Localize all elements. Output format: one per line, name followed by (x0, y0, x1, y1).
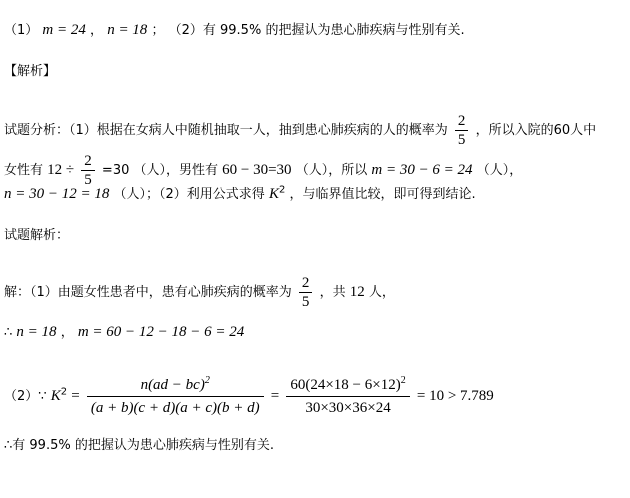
fraction-two-fifths (455, 112, 469, 149)
calc-numerator-text: 60(24×18 − 6×12) (290, 377, 401, 393)
formula-numerator-exponent: 2 (204, 375, 210, 386)
analysis-line-3-c: ，与临界值比较，即可得到结论. (289, 187, 476, 202)
solution-line-1-a: 解：（1）由题女性患者中，患有心肺疾病的概率为 (4, 285, 292, 300)
solution-separator: ， (60, 325, 74, 340)
solution-header: 试题解析： (4, 228, 70, 243)
analysis-line-3-b: （人）；（2）利用公式求得 (113, 187, 265, 202)
k-exponent: 2 (60, 386, 68, 398)
answer-separator: ， (90, 23, 104, 38)
analysis-line-2-b: 12 ÷ (47, 162, 75, 178)
answer-line (4, 20, 465, 41)
analysis-line-2-e: （人），所以 (295, 163, 368, 178)
solution-m-value: m = 60 − 12 − 18 − 6 = 24 (77, 324, 245, 340)
k-symbol: K (268, 186, 279, 202)
answer-n-value: n = 18 (107, 22, 148, 38)
calc-denominator: 30×30×36×24 (305, 400, 391, 416)
solution-line-1 (4, 274, 395, 311)
solution-line-1-b: ，共 (319, 285, 346, 300)
k-symbol: K (50, 388, 61, 404)
formula-numerator (87, 374, 264, 397)
solution-line-2 (4, 322, 244, 343)
solution-line-1-d: 人， (368, 285, 395, 300)
answer-m-value: m = 24 (42, 22, 86, 38)
analysis-header: 【解析】 (4, 64, 57, 79)
formula-denominator: (a + b)(c + d)(a + c)(b + d) (90, 400, 260, 416)
fraction-denominator: 5 (457, 132, 466, 148)
solution-line-3 (4, 374, 494, 419)
chi-square-calculation (286, 374, 409, 419)
fraction-numerator: 2 (299, 274, 313, 293)
fraction-two-fifths-3 (299, 274, 313, 311)
analysis-line-1-text: 试题分析：（1）根据在女病人中随机抽取一人，抽到患心肺疾病的人的概率为 (4, 123, 448, 138)
answer-separator-2: ； (151, 23, 165, 38)
analysis-line-2-f: m = 30 − 6 = 24 (371, 162, 473, 178)
answer-part2-text: （2）有 99.5% 的把握认为患心肺疾病与性别有关. (168, 23, 465, 38)
therefore-symbol: ∴ (4, 325, 13, 340)
equals-sign-2: = (270, 388, 280, 404)
k-exponent: 2 (278, 184, 286, 196)
calc-numerator-exponent: 2 (400, 375, 406, 386)
solution-line-3-a: （2）∵ (4, 389, 47, 404)
analysis-line-3 (4, 184, 476, 205)
analysis-line-2-c: =30 （人），男性有 (101, 163, 218, 178)
fraction-numerator: 2 (81, 152, 95, 171)
solution-n-value: n = 18 (16, 324, 57, 340)
solution-count: 12 (349, 284, 365, 300)
chi-square-formula (87, 374, 264, 419)
analysis-line-2-g: （人）， (476, 163, 523, 178)
analysis-line-2-d: 60 − 30=30 (222, 162, 292, 178)
chi-square-result: = 10 > 7.789 (416, 388, 494, 404)
answer-part1-label: （1） (4, 23, 39, 38)
fraction-denominator: 5 (301, 294, 310, 310)
formula-numerator-text: n(ad − bc) (140, 377, 205, 393)
solution-conclusion: ∴有 99.5% 的把握认为患心肺疾病与性别有关. (4, 438, 274, 453)
equals-sign: = (71, 388, 80, 404)
analysis-line-2-a: 女性有 (4, 163, 44, 178)
fraction-denominator: 5 (84, 172, 92, 188)
analysis-line-1-tail: ，所以入院的60人中 (475, 123, 597, 138)
fraction-numerator: 2 (455, 112, 469, 131)
analysis-line-3-a: n = 30 − 12 = 18 (4, 186, 110, 202)
analysis-line-1 (4, 112, 596, 149)
calc-numerator (286, 374, 409, 397)
